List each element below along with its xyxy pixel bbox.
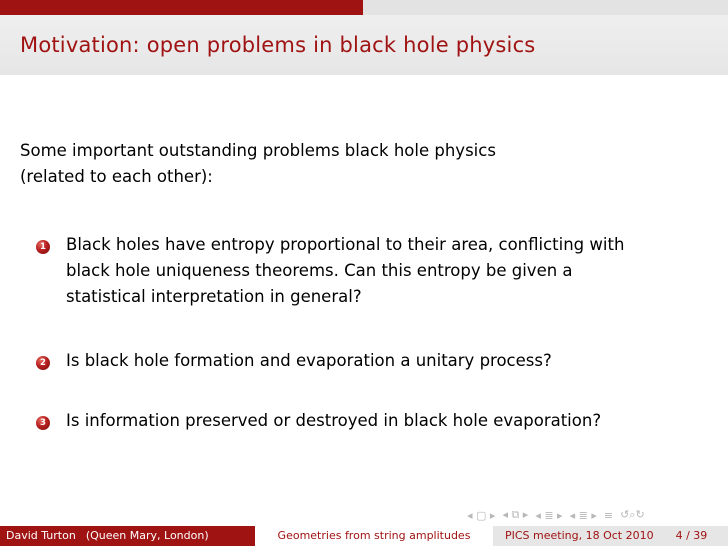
slide-title: Motivation: open problems in black hole physics: [20, 33, 536, 57]
nav-search-icon[interactable]: ↺⌕↻: [620, 508, 645, 521]
item-line: Is black hole formation and evaporation a unitary process?: [66, 351, 552, 370]
nav-section-icon[interactable]: ◂ ≣ ▸: [535, 508, 563, 522]
nav-subsection-icon[interactable]: ◂ ⧉ ▸: [502, 508, 529, 521]
footer-page-number: 4 / 39: [675, 529, 708, 542]
footer-event-box: [493, 526, 728, 546]
header-bar-right: [363, 0, 728, 15]
footer-event: PICS meeting, 18 Oct 2010: [505, 529, 654, 542]
footer-bar: [0, 526, 728, 546]
footer-author-box: [0, 526, 255, 546]
beamer-navigation: [467, 508, 652, 522]
nav-align-icon[interactable]: ≡: [603, 508, 614, 522]
item-text: [66, 408, 726, 434]
header-bar-left: [0, 0, 363, 15]
intro-line: Some important outstanding problems black hole physics: [20, 141, 496, 160]
item-text: [66, 232, 726, 310]
item-line: black hole uniqueness theorems. Can this entropy be given a: [66, 261, 573, 280]
nav-frame-icon[interactable]: ◂ ▢ ▸: [467, 508, 496, 522]
header-bar: [0, 0, 728, 15]
item-text: [66, 348, 726, 374]
footer-talk-title: Geometries from string amplitudes: [255, 526, 493, 546]
nav-section-icon-2[interactable]: ◂ ≣ ▸: [569, 508, 597, 522]
intro-text: [20, 138, 710, 190]
item-line: Is information preserved or destroyed in black hole evaporation?: [66, 411, 602, 430]
item-number-badge: 2: [36, 356, 50, 370]
item-number-badge: 1: [36, 240, 50, 254]
intro-line: (related to each other):: [20, 167, 213, 186]
footer-affiliation: (Queen Mary, London): [85, 529, 209, 542]
item-line: statistical interpretation in general?: [66, 287, 362, 306]
item-line: Black holes have entropy proportional to their area, conflicting with: [66, 235, 625, 254]
footer-author: David Turton: [6, 529, 76, 542]
item-number-badge: 3: [36, 416, 50, 430]
